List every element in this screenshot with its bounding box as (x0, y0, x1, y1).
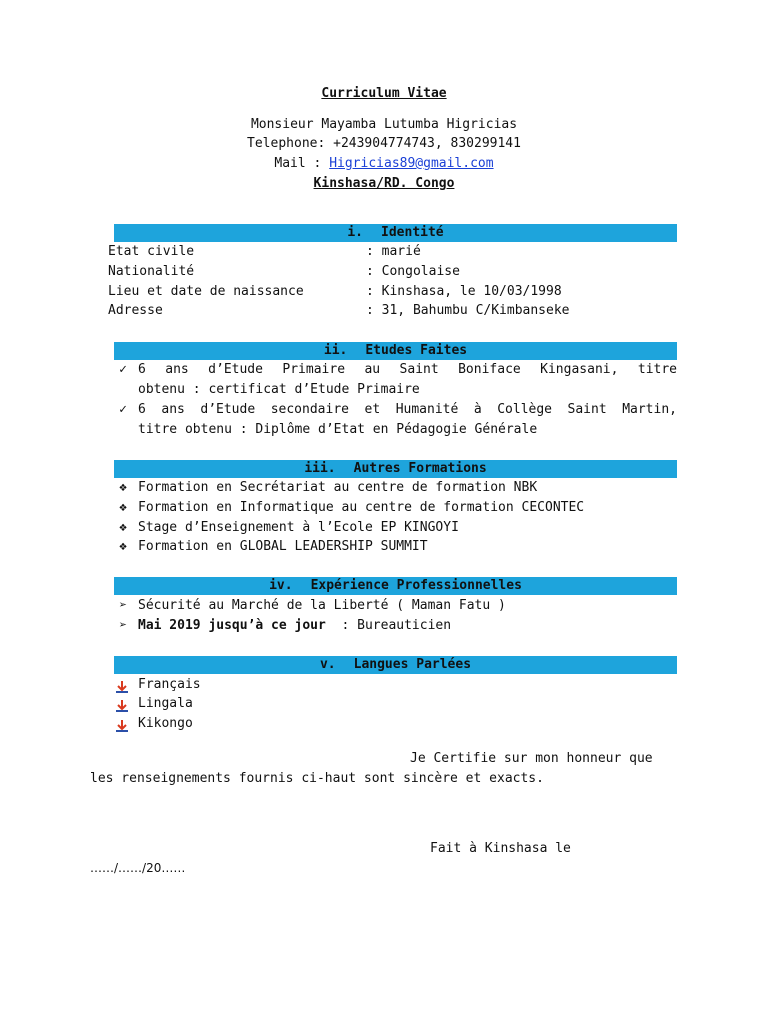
section-bar-langues (114, 656, 677, 674)
section-title: Langues Parlées (353, 657, 472, 672)
section-title: Etudes Faites (365, 343, 468, 358)
section-number: v. (319, 657, 336, 672)
section-bar-formations (114, 460, 677, 478)
city-line: Kinshasa/RD. Congo (313, 176, 455, 191)
experience-role: : Bureauticien (325, 618, 452, 633)
flag-bullet-icon (116, 700, 128, 712)
check-icon: ✓ (119, 402, 127, 417)
list-item-text: 6 ans d’Etude Primaire au Saint Boniface Kingasani, titre (138, 362, 677, 377)
section-bar-identite (114, 224, 677, 242)
identity-value: : Kinshasa, le 10/03/1998 (366, 284, 562, 299)
list-item-text: titre obtenu : Diplôme d’Etat en Pédagogie Générale (138, 422, 538, 437)
arrow-icon: ➢ (119, 618, 127, 633)
place-line: Fait à Kinshasa le (430, 841, 571, 856)
list-item (114, 402, 677, 442)
certification-line-1: Je Certifie sur mon honneur que (410, 751, 653, 766)
diamond-icon: ❖ (119, 539, 127, 554)
list-item-text: Sécurité au Marché de la Liberté ( Maman Fatu ) (138, 598, 506, 613)
list-item-text: Stage d’Enseignement à l’Ecole EP KINGOYI (138, 520, 459, 535)
list-item (114, 677, 677, 697)
section-bar-etudes (114, 342, 677, 360)
list-item-text: Formation en Informatique au centre de formation CECONTEC (138, 500, 585, 515)
list-item (114, 480, 677, 500)
check-icon: ✓ (119, 362, 127, 377)
list-item-text: Lingala (138, 696, 193, 711)
document-title: Curriculum Vitae (321, 86, 447, 101)
list-item-text: Formation en Secrétariat au centre de formation NBK (138, 480, 538, 495)
diamond-icon: ❖ (119, 500, 127, 515)
list-item-text (138, 618, 677, 633)
mail-line (0, 156, 768, 171)
list-item-text: 6 ans d’Etude secondaire et Humanité à Collège Saint Martin, (138, 402, 677, 417)
section-number: i. (347, 225, 364, 240)
diamond-icon: ❖ (119, 480, 127, 495)
flag-bullet-icon (116, 681, 128, 693)
section-title: Autres Formations (353, 461, 487, 476)
list-item (114, 716, 677, 736)
identity-label: Adresse (108, 303, 163, 318)
candidate-name: Monsieur Mayamba Lutumba Higricias (250, 117, 518, 132)
arrow-icon: ➢ (119, 598, 127, 613)
identity-label: Etat civile (108, 244, 195, 259)
identity-value: : Congolaise (366, 264, 460, 279)
identity-label: Lieu et date de naissance (108, 284, 304, 299)
list-item-text: Français (138, 677, 201, 692)
list-item (114, 696, 677, 716)
list-item-text: Formation en GLOBAL LEADERSHIP SUMMIT (138, 539, 428, 554)
list-item (114, 362, 677, 402)
flag-bullet-icon (116, 720, 128, 732)
phone-line: Telephone: +243904774743, 830299141 (247, 136, 521, 151)
section-bar-experience (114, 577, 677, 595)
section-number: iii. (304, 461, 336, 476)
list-item (114, 500, 677, 520)
identity-label: Nationalité (108, 264, 195, 279)
list-item (114, 598, 677, 618)
list-item-text: Kikongo (138, 716, 193, 731)
certification-line-2: les renseignements fournis ci-haut sont sincère et exacts. (90, 771, 544, 786)
list-item (114, 520, 677, 540)
email-link[interactable]: Higricias89@gmail.com (329, 156, 494, 171)
date-placeholder: ……/……/20…… (90, 861, 186, 875)
list-item (114, 618, 677, 638)
identity-value: : marié (366, 244, 421, 259)
list-item (114, 539, 677, 559)
diamond-icon: ❖ (119, 520, 127, 535)
experience-period: Mai 2019 jusqu’à ce jour (138, 618, 326, 633)
section-number: iv. (269, 578, 293, 593)
identity-value: : 31, Bahumbu C/Kimbanseke (366, 303, 570, 318)
section-number: ii. (323, 343, 348, 358)
mail-label: Mail : (274, 156, 330, 171)
list-item-text: obtenu : certificat d’Etude Primaire (138, 382, 420, 397)
section-title: Identité (381, 225, 444, 240)
section-title: Expérience Professionnelles (310, 578, 522, 593)
